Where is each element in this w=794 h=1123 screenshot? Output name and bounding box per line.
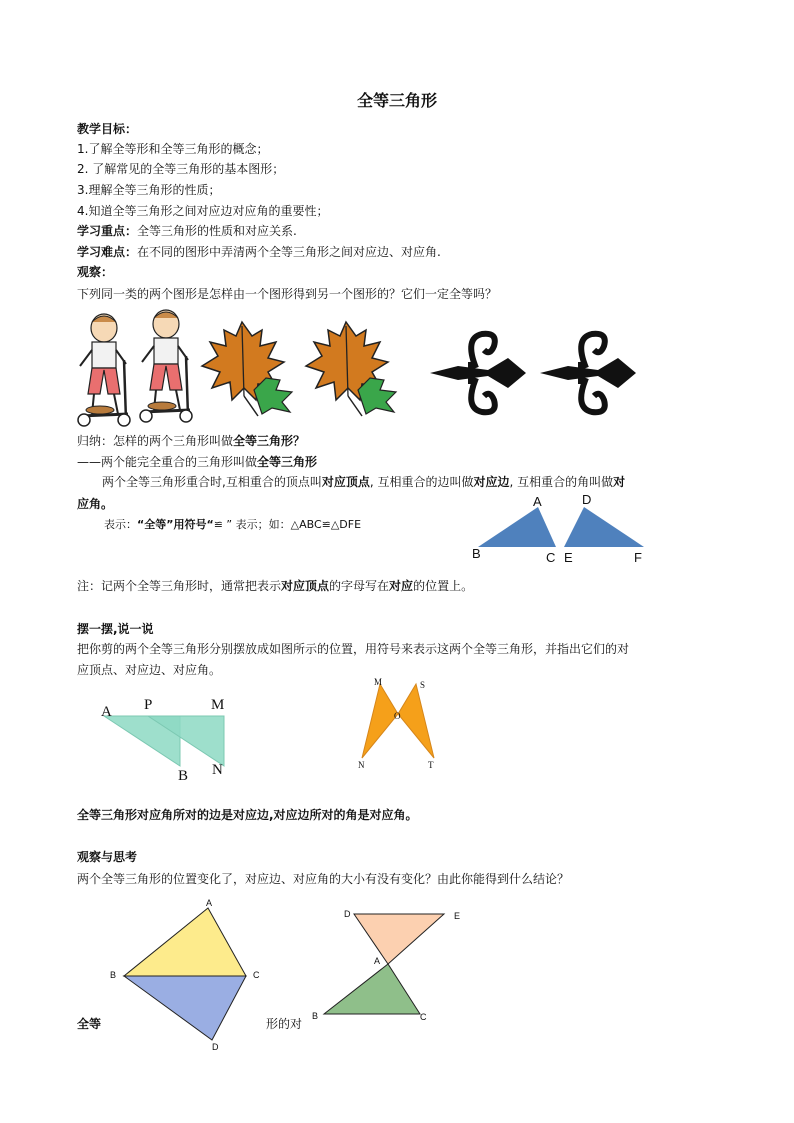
difficulty-label: 学习难点：: [77, 245, 138, 259]
fig2-label-a: A: [101, 704, 112, 720]
observe-heading: 观察：: [77, 265, 114, 279]
difficulty-text: 在不同的图形中弄清两个全等三角形之间对应边、对应角.: [137, 245, 441, 259]
definition-bold-3: 对: [613, 475, 626, 489]
summary-question-text: 归纳：怎样的两个三角形叫做: [77, 434, 234, 448]
fig3-label-n: N: [358, 760, 365, 770]
activity-text-1: 把你剪的两个全等三角形分别摆放成如图所示的位置，用符号来表示这两个全等三角形，并指出它们的对: [77, 642, 630, 656]
fig3-label-m: M: [374, 677, 383, 687]
fig2-label-m: M: [211, 697, 225, 713]
oak-leaf-illustration-1: [196, 320, 300, 420]
oak-leaf-illustration-2: [300, 320, 404, 420]
goal-item-1: 1.了解全等形和全等三角形的概念；: [77, 142, 269, 156]
note-bold-1: 对应顶点: [281, 579, 330, 593]
definition-text-1: 两个全等三角形重合时,互相重合的顶点叫: [102, 475, 322, 489]
definition-bold-1: 对应顶点: [321, 475, 370, 489]
fig1-label-c: C: [546, 550, 556, 565]
fig1-label-d: D: [582, 492, 592, 507]
fig4-label-a: A: [206, 898, 213, 908]
definition-line-1: [102, 473, 625, 491]
summary-question-bold: 全等三角形？: [233, 434, 306, 448]
fig5-label-b: B: [312, 1011, 319, 1021]
notation-example: ” 表示；如：△ABC≌△DFE: [222, 518, 362, 531]
fleur-de-lis-illustration-2: [538, 328, 638, 418]
fig5-label-d: D: [344, 909, 351, 919]
activity-heading: 摆一摆,说一说: [77, 622, 154, 636]
definition-bold-2: 对应边: [473, 475, 510, 489]
summary-answer-bold: 全等三角形: [257, 455, 318, 469]
kid-scooter-illustration-1: [74, 310, 134, 428]
overlapping-triangles-figure: [104, 712, 228, 770]
summary-answer-text: ——两个能完全重合的三角形叫做: [77, 455, 258, 469]
goals-heading: 教学目标：: [77, 122, 138, 136]
notation-bold: “全等”用符号“: [137, 518, 214, 531]
fig4-label-c: C: [253, 970, 260, 980]
fig5-label-e: E: [454, 911, 461, 921]
definition-text-3: , 互相重合的角叫做: [509, 475, 614, 489]
fig2-label-b: B: [178, 768, 189, 784]
fig3-label-o: O: [394, 711, 401, 721]
fig1-label-f: F: [634, 550, 642, 565]
goal-item-4: 4.知道全等三角形之间对应边对应角的重要性；: [77, 204, 329, 218]
key-point-label: 学习重点：: [77, 224, 138, 238]
fig5-label-a: A: [374, 956, 381, 966]
activity-text-2: 应顶点、对应边、对应角。: [77, 663, 222, 677]
notation-prefix: 表示：: [104, 518, 137, 531]
kid-scooter-illustration-2: [136, 306, 196, 426]
fig3-label-t: T: [428, 760, 434, 770]
fig1-label-e: E: [564, 550, 573, 565]
fleur-de-lis-illustration-1: [428, 328, 528, 418]
think-heading: 观察与思考: [77, 850, 138, 864]
fig4-label-d: D: [212, 1042, 219, 1052]
summary-question: [77, 432, 305, 450]
note-text-2: 的字母写在: [329, 579, 390, 593]
fig1-label-b: B: [472, 546, 481, 561]
fig1-label-a: A: [533, 494, 542, 509]
goal-item-2: 2. 了解常见的全等三角形的基本图形；: [77, 162, 285, 176]
kite-triangles-figure: [120, 906, 252, 1042]
difficulty: [77, 243, 441, 261]
goal-item-3: 3.理解全等三角形的性质；: [77, 183, 221, 197]
key-point-text: 全等三角形的性质和对应关系.: [137, 224, 297, 238]
definition-text-2: , 互相重合的边叫做: [369, 475, 474, 489]
note-bold-2: 对应: [389, 579, 414, 593]
page-title: 全等三角形: [356, 91, 437, 110]
congruent-symbol: ≌: [213, 518, 223, 531]
fig2-label-p: P: [144, 697, 153, 713]
note-text-3: 的位置上。: [413, 579, 474, 593]
think-question: 两个全等三角形的位置变化了，对应边、对应角的大小有没有变化？由此你能得到什么结论？: [77, 872, 570, 886]
congruent-triangles-figure-1: [478, 505, 648, 555]
notation-line: [104, 516, 361, 534]
note-text-1: 注：记两个全等三角形时，通常把表示: [77, 579, 282, 593]
rule-statement: 全等三角形对应角所对的边是对应边,对应边所对的角是对应角。: [77, 808, 418, 822]
conclusion-fragment-left: 全等: [77, 1017, 102, 1031]
key-point: [77, 222, 297, 240]
fig5-label-c: C: [420, 1012, 427, 1022]
note-line: [77, 577, 473, 595]
orange-bowtie-figure: [360, 684, 436, 760]
fig3-label-s: S: [420, 680, 426, 690]
observe-question: 下列同一类的两个图形是怎样由一个图形得到另一个图形的？它们一定全等吗？: [77, 287, 498, 301]
fig4-label-b: B: [110, 970, 117, 980]
conclusion-fragment-right: 形的对: [266, 1017, 303, 1031]
hourglass-triangles-figure: [322, 912, 448, 1018]
fig2-label-n: N: [212, 762, 223, 778]
summary-answer: [77, 453, 317, 471]
definition-line-2: 应角。: [77, 497, 114, 511]
